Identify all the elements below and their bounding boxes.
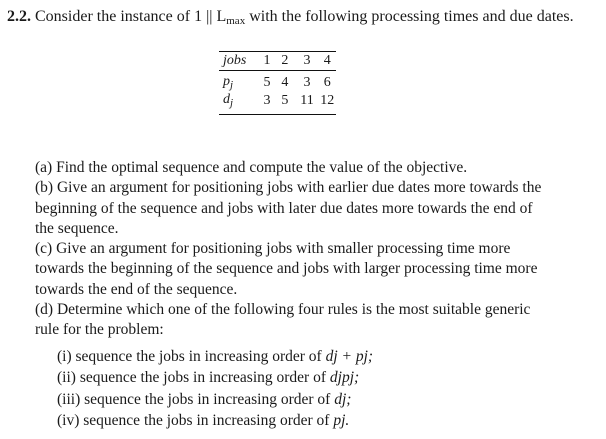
job-1-header: 1 [263,53,271,68]
table-header-label: jobs [223,53,247,68]
table-row-d [219,92,336,110]
d-value-2: 5 [281,93,289,108]
part-d: (d) Determine which one of the following four rules is the most suitable generic rule for the problem: [35,301,531,339]
d-value-1: 3 [263,93,271,108]
option-iv: (iv) sequence the jobs in increasing order of pj. [57,411,350,429]
part-b: (b) Give an argument for positioning jobs with earlier due dates more towards the beginning of the sequence and jobs with later due dates more towards the end of the sequence. [35,179,542,237]
option-i: (i) sequence the jobs in increasing order of dj + pj; [57,348,374,365]
job-3-header: 3 [303,53,311,68]
table-mid-rule [219,70,336,71]
p-value-4: 6 [323,75,331,90]
rule-options [57,346,557,431]
problem-intro: Consider the instance of 1 || L [35,8,227,25]
data-table [219,51,336,115]
job-4-header: 4 [323,53,331,68]
d-value-3: 11 [300,93,314,108]
option-ii: (ii) sequence the jobs in increasing order of djpj; [57,369,360,387]
d-label: $d_j$ [223,91,234,109]
p-label: $p_j$ [223,73,234,91]
part-c: (c) Give an argument for positioning jobs with smaller processing time more towards the beginning of the sequence and jobs with larger processing time more towards the end of the sequence. [35,240,538,298]
job-2-header: 2 [281,53,289,68]
p-value-1: 5 [263,75,271,90]
table-row-p [219,74,336,92]
option-iii: (iii) sequence the jobs in increasing order of dj; [57,390,352,408]
problem-number: 2.2. [7,8,31,25]
table-bottom-rule [219,114,336,115]
table-header-row [219,52,336,70]
question-parts [35,158,555,341]
p-value-2: 4 [281,75,289,90]
d-value-4: 12 [320,93,335,108]
problem-statement [7,6,599,32]
problem-intro-sub: max [226,15,246,27]
problem-intro-rest: with the following processing times and due dates. [245,8,574,25]
p-value-3: 3 [303,75,311,90]
part-a: (a) Find the optimal sequence and compute the value of the objective. [35,159,468,176]
